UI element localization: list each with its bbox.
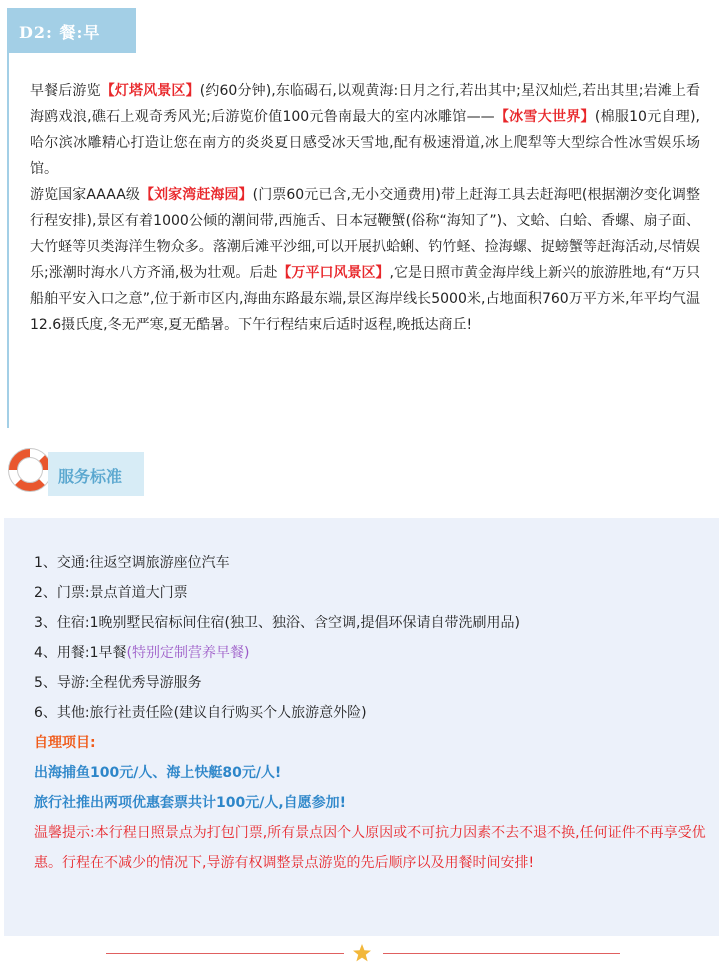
- scenic-spot-name: 【万平口风景区】: [277, 265, 390, 281]
- day-title: D2: 餐:早: [19, 23, 101, 42]
- service-list: [34, 548, 706, 878]
- day-description: [30, 78, 700, 338]
- day-paragraph-2: [30, 182, 700, 338]
- service-item: 2、门票:景点首道大门票: [34, 585, 188, 601]
- paragraph-text: (约60分钟),东临碣石,以观黄海:日月之行,若出其中;星汉灿烂,若出其里;岩滩上看海鸥戏浪,礁石上观奇秀风光;后游览价值100元鲁南最大的室内冰雕馆——: [30, 83, 701, 125]
- scenic-spot-name: 【冰雪大世界】: [494, 109, 595, 125]
- warning-text: 温馨提示:本行程日照景点为打包门票,所有景点因个人原因或不可抗力因素不去不退不换,任何证件不再享受优惠。行程在不减少的情况下,导游有权调整景点游览的先后顺序以及用餐时间安排!: [34, 825, 706, 871]
- lifebuoy-icon: [6, 447, 52, 493]
- service-header-tab: [48, 452, 144, 496]
- service-item: 1、交通:往返空调旅游座位汽车: [34, 555, 230, 571]
- footer-divider-right: [383, 953, 620, 954]
- service-item: 5、导游:全程优秀导游服务: [34, 675, 202, 691]
- paragraph-text: ,它是日照市黄金海岸线上新兴的旅游胜地,有“万只船舶平安入口之意”,位于新市区内,海曲东路最东端,景区海岸线长5000米,占地面积760万平方米,年平均气温12.6摄氏度,冬无严寒,夏无酷暑。下午行程结束后适时返程,晚抵达商丘!: [30, 265, 700, 333]
- scenic-spot-name: 【灯塔风景区】: [100, 83, 200, 99]
- paragraph-text: (门票60元已含,无小交通费用)带上赶海工具去赶海吧(根据潮汐变化调整行程安排),景区有着1000公倾的潮间带,西施舌、日本冠鞭蟹(俗称“海知了”)、文蛤、白蛤、香螺、扇子面、大竹蛏等贝类海洋生物众多。落潮后滩平沙细,可以开展扒蛤蜊、钓竹蛏、捡海螺、捉螃蟹等赶海活动,尽情娱乐;涨潮时海水八方齐涌,极为壮观。后赴: [30, 187, 701, 281]
- service-item-note: (特别定制营养早餐): [126, 645, 250, 661]
- service-panel: [4, 518, 719, 936]
- star-icon: [352, 943, 372, 963]
- service-item: 3、住宿:1晚别墅民宿标间住宿(独卫、独浴、含空调,提倡环保请自带洗刷用品): [34, 615, 520, 631]
- service-title: 服务标准: [58, 467, 123, 486]
- optional-title: 自理项目:: [34, 735, 96, 751]
- service-item-label: 4、用餐:1早餐: [34, 645, 127, 661]
- promo-line: 旅行社推出两项优惠套票共计100元/人,自愿参加!: [34, 795, 347, 811]
- scenic-spot-name: 【刘家湾赶海园】: [139, 187, 253, 203]
- day-paragraph-1: [30, 78, 700, 182]
- footer-divider-left: [106, 953, 344, 954]
- paragraph-text: 游览国家AAAA级: [30, 187, 140, 203]
- paragraph-text: 早餐后游览: [30, 83, 101, 99]
- day-header-tab: [7, 8, 136, 53]
- optional-line: 出海捕鱼100元/人、海上快艇80元/人!: [34, 765, 282, 781]
- service-item: [34, 638, 706, 668]
- service-item: 6、其他:旅行社责任险(建议自行购买个人旅游意外险): [34, 705, 367, 721]
- paragraph-text: (棉服10元自理),哈尔滨冰雕精心打造让您在南方的炎炎夏日感受冰天雪地,配有极速滑道,冰上爬犁等大型综合性冰雪娱乐场馆。: [30, 109, 700, 177]
